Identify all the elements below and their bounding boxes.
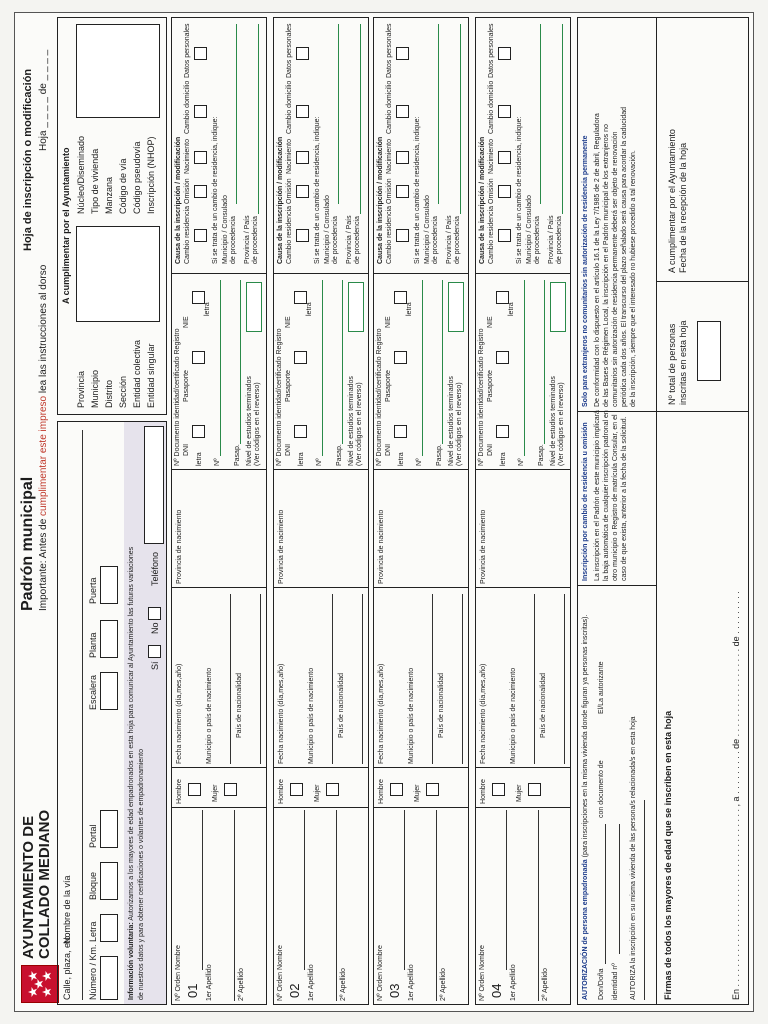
- pasap-label: Pasap.: [336, 444, 343, 466]
- causa-cambio-domicilio: Cambio domicilio: [386, 80, 393, 134]
- don-dona-label: Don/Doña: [598, 968, 605, 1000]
- omision-checkbox[interactable]: [498, 185, 511, 198]
- causa-title: Causa de la inscripción / modificación: [277, 136, 284, 264]
- causa-datos-personales: Datos personales: [286, 23, 293, 78]
- de-procedencia-label-2: de procedencia: [454, 216, 461, 264]
- pasap-label: Pasap.: [436, 444, 443, 466]
- dni-label: DNI: [285, 443, 292, 456]
- bloque-field[interactable]: [100, 862, 118, 900]
- escalera-label: Escalera: [88, 674, 98, 710]
- address-block: [57, 421, 167, 1005]
- num-label: Nº: [316, 458, 323, 466]
- provincia-pais-label: Provincia / País: [244, 215, 251, 264]
- ayuntamiento-block: [57, 17, 167, 415]
- orden-label: Nº Orden: [277, 971, 284, 1001]
- fecha-nacimiento-label: Fecha nacimiento (día,mes,año): [378, 663, 385, 764]
- nombre-label: Nombre: [175, 945, 182, 970]
- escalera-field[interactable]: [100, 672, 118, 710]
- info-voluntaria-text2: de nuestros datos y para obtener certificaciones o volantes de empadronamiento: [138, 749, 145, 1000]
- cambio-residencia-checkbox[interactable]: [396, 229, 409, 242]
- documento-label: Nº Documento identidad/certificado Registro: [376, 328, 383, 466]
- inscritas-hoja-label: inscritas en esta hoja: [678, 320, 688, 405]
- numero-km-label: Número / Km.: [88, 944, 98, 1000]
- letra-label: Letra: [88, 921, 98, 942]
- causa-omision: Omisión: [488, 178, 495, 204]
- orden-label: Nº Orden: [377, 971, 384, 1001]
- distrito-label: Distrito: [104, 379, 114, 408]
- nie-label: NIE: [487, 316, 494, 328]
- provincia-nacimiento-label: Provincia de nacimiento: [480, 509, 487, 584]
- inscripcion-nhop-label: Inscripción (NHOP): [146, 136, 156, 214]
- pasap-label: Pasap.: [538, 444, 545, 466]
- documento-label: Nº Documento identidad/certificado Registro: [174, 328, 181, 466]
- ayuntamiento-codes-left[interactable]: [76, 226, 160, 322]
- person-row-03: [373, 17, 469, 1005]
- causa-cambio-residencia: Cambio residencia: [488, 206, 495, 264]
- de-procedencia-label-2: de procedencia: [556, 216, 563, 264]
- pasaporte-label: Pasaporte: [487, 370, 494, 402]
- total-personas-block: [657, 281, 749, 411]
- extranjeros-text-1: De conformidad con lo dispuesto en el artículo 16.1 de la Ley 7/1985 de 2 de abril, Reguladora: [594, 113, 601, 407]
- orden-number: 03: [387, 983, 402, 998]
- nombre-label: Nombre: [277, 945, 284, 970]
- baja-text-2: la baja automática de cualquier inscripción padronal en: [603, 410, 610, 581]
- nivel-estudios-label: Nivel de estudios terminados: [550, 376, 557, 466]
- municipio-label: Municipio: [90, 369, 100, 408]
- cambio-residencia-checkbox[interactable]: [194, 229, 207, 242]
- pasaporte-checkbox[interactable]: [192, 351, 205, 364]
- ver-codigos-label: (Ver códigos en el reverso): [558, 382, 565, 466]
- dni-checkbox[interactable]: [294, 425, 307, 438]
- cambio-residencia-text: Si se trata de un cambio de residencia, indique:: [516, 116, 523, 264]
- manzana-label: Manzana: [104, 176, 114, 214]
- planta-label: Planta: [88, 632, 98, 658]
- nie-label: NIE: [285, 316, 292, 328]
- portal-field[interactable]: [100, 810, 118, 848]
- num-label: Nº: [214, 458, 221, 466]
- municipio-nacimiento-label: Municipio o país de nacimiento: [206, 667, 213, 764]
- info-voluntaria-box: [124, 422, 166, 1004]
- nivel-estudios-label: Nivel de estudios terminados: [448, 376, 455, 466]
- dni-label: DNI: [183, 443, 190, 456]
- numero-km-field[interactable]: [100, 956, 118, 1000]
- causa-omision: Omisión: [286, 178, 293, 204]
- ayuntamiento-name-line1: AYUNTAMIENTO DE: [20, 815, 37, 959]
- cambio-residencia-text: Si se trata de un cambio de residencia, indique:: [414, 116, 421, 264]
- extranjeros-text-4: periódica cada dos años. El transcurso del plazo señalado será causa para acordar la caducidad: [621, 106, 628, 407]
- cambio-residencia-text: Si se trata de un cambio de residencia, indique:: [314, 116, 321, 264]
- letra-label-b: letra: [204, 302, 211, 316]
- letra-label-b: letra: [306, 302, 313, 316]
- dni-checkbox[interactable]: [496, 425, 509, 438]
- codigo-pseudovia-label: Código pseudovía: [132, 141, 142, 214]
- baja-text-4: caso de que exista, anterior a la fecha de la solicitud.: [621, 416, 628, 581]
- dni-label: DNI: [487, 443, 494, 456]
- nombre-label: Nombre: [377, 945, 384, 970]
- person-row-01: [171, 17, 267, 1005]
- num-label: Nº: [518, 458, 525, 466]
- orden-number: 02: [287, 983, 302, 998]
- nivel-estudios-field[interactable]: [550, 282, 566, 332]
- num-label: Nº: [416, 458, 423, 466]
- pais-nacionalidad-label: País de nacionalidad: [540, 673, 547, 738]
- extranjeros-title: Solo para extranjeros no comunitarios sin autorización de residencia permanente: [582, 135, 589, 407]
- nombre-label: Nombre: [479, 945, 486, 970]
- padron-form-sheet: [14, 12, 754, 1012]
- omision-checkbox[interactable]: [194, 185, 207, 198]
- identidad-label: identidad nº: [612, 963, 619, 1000]
- si-label: Sí: [150, 661, 160, 670]
- apellido1-label: 1er Apellido: [308, 964, 315, 1001]
- total-personas-field[interactable]: [697, 321, 721, 381]
- person-row-02: [273, 17, 369, 1005]
- mujer-checkbox[interactable]: [528, 783, 541, 796]
- causa-title: Causa de la inscripción / modificación: [377, 136, 384, 264]
- municipio-nacimiento-label: Municipio o país de nacimiento: [308, 667, 315, 764]
- pasaporte-checkbox[interactable]: [394, 351, 407, 364]
- de-procedencia-label: de procedencia: [534, 216, 541, 264]
- dni-label: DNI: [385, 443, 392, 456]
- ayuntamiento-codes-right[interactable]: [76, 24, 160, 118]
- causa-cambio-domicilio: Cambio domicilio: [488, 80, 495, 134]
- datos-personales-checkbox[interactable]: [498, 47, 511, 60]
- info-voluntaria-text: Información voluntaria: Autorizamos a los mayores de edad empadronados en esta hoja para comunicar al Ayuntamiento las futuras variaciones: [128, 546, 135, 1000]
- extranjeros-text-5: de la inscripción, siempre que el interesado no hubiese procedido a tal renovación.: [630, 150, 637, 407]
- mujer-checkbox[interactable]: [224, 783, 237, 796]
- causa-cambio-residencia: Cambio residencia: [386, 206, 393, 264]
- firmas-block: [657, 411, 749, 1005]
- person-row-04: [475, 17, 571, 1005]
- municipio-consulado-label: Municipio / Consulado: [324, 195, 331, 264]
- baja-block: [577, 411, 657, 585]
- puerta-label: Puerta: [88, 577, 98, 604]
- causa-datos-personales: Datos personales: [488, 23, 495, 78]
- documento-label: Nº Documento identidad/certificado Registro: [276, 328, 283, 466]
- municipio-nacimiento-label: Municipio o país de nacimiento: [510, 667, 517, 764]
- total-personas-label: Nº total de personas: [667, 323, 677, 405]
- hoja-title: Hoja de inscripción o modificación: [22, 68, 34, 251]
- cambio-residencia-checkbox[interactable]: [498, 229, 511, 242]
- fecha-nacimiento-label: Fecha nacimiento (día,mes,año): [278, 663, 285, 764]
- de-procedencia-label-2: de procedencia: [252, 216, 259, 264]
- ver-codigos-label: (Ver códigos en el reverso): [254, 382, 261, 466]
- orden-label: Nº Orden: [479, 971, 486, 1001]
- pais-nacionalidad-label: País de nacionalidad: [338, 673, 345, 738]
- causa-omision: Omisión: [386, 178, 393, 204]
- causa-datos-personales: Datos personales: [184, 23, 191, 78]
- provincia-nacimiento-label: Provincia de nacimiento: [378, 509, 385, 584]
- hombre-label: Hombre: [176, 779, 183, 804]
- nivel-estudios-field[interactable]: [348, 282, 364, 332]
- ver-codigos-label: (Ver códigos en el reverso): [456, 382, 463, 466]
- el-autorizante-label: El/La autorizante: [598, 661, 605, 714]
- apellido1-label: 1er Apellido: [206, 964, 213, 1001]
- autorizacion-title: AUTORIZACIÓN de persona empadronada (para inscripciones en la misma vivienda donde figuran ya personas inscritas).: [582, 614, 589, 1000]
- letra-label-a: letra: [196, 452, 203, 466]
- firmas-label: Firmas de todos los mayores de edad que se inscriben en esta hoja: [663, 710, 673, 1000]
- apellido1-label: 1er Apellido: [408, 964, 415, 1001]
- cambio-domicilio-checkbox[interactable]: [194, 105, 207, 118]
- letra-label-b: letra: [406, 302, 413, 316]
- baja-text-1: La inscripción en el Padrón de este municipio implicará: [594, 410, 601, 581]
- hombre-checkbox[interactable]: [390, 783, 403, 796]
- causa-cambio-domicilio: Cambio domicilio: [286, 80, 293, 134]
- pasaporte-label: Pasaporte: [285, 370, 292, 402]
- provincia-label: Provincia: [76, 370, 86, 408]
- omision-checkbox[interactable]: [396, 185, 409, 198]
- extranjeros-block: [577, 17, 657, 411]
- nivel-estudios-label: Nivel de estudios terminados: [348, 376, 355, 466]
- apellido2-label: 2º Apellido: [238, 968, 245, 1001]
- nacimiento-checkbox[interactable]: [194, 151, 207, 164]
- nacimiento-checkbox[interactable]: [296, 151, 309, 164]
- cambio-residencia-checkbox[interactable]: [296, 229, 309, 242]
- municipio-nacimiento-label: Municipio o país de nacimiento: [408, 667, 415, 764]
- hombre-label: Hombre: [378, 779, 385, 804]
- no-checkbox[interactable]: [148, 607, 161, 620]
- hoja-label: Hoja _ _ _ _ de _ _ _ _: [38, 49, 49, 151]
- causa-title: Causa de la inscripción / modificación: [175, 136, 182, 264]
- ayuntamiento-block-title: A cumplimentar por el Ayuntamiento: [61, 147, 71, 304]
- causa-nacimiento: Nacimiento: [386, 138, 393, 174]
- de-procedencia-label: de procedencia: [432, 216, 439, 264]
- autorizacion-block: [577, 585, 657, 1005]
- pasaporte-checkbox[interactable]: [294, 351, 307, 364]
- causa-cambio-residencia: Cambio residencia: [286, 206, 293, 264]
- provincia-nacimiento-label: Provincia de nacimiento: [278, 509, 285, 584]
- tipo-vivienda-label: Tipo de vivienda: [90, 148, 100, 214]
- mujer-label: Mujer: [314, 784, 321, 802]
- fecha-lugar-line: En . . . . . . . . . . . . . . . . . . . . . . . . . . . . . . . . . . . . , a . . . . . . . . . de . . . . . . . . . . . . . . . . . . de . . . . . . . . .: [731, 591, 741, 1000]
- apellido1-label: 1er Apellido: [510, 964, 517, 1001]
- extranjeros-text-3: comunitarios sin autorización de residencia permanente deberá ser objeto de renovación: [612, 131, 619, 407]
- planta-field[interactable]: [100, 620, 118, 658]
- cambio-domicilio-checkbox[interactable]: [296, 105, 309, 118]
- mujer-checkbox[interactable]: [326, 783, 339, 796]
- padron-title: Padrón municipal: [19, 476, 36, 611]
- madrid-flag-stars-icon: [21, 965, 59, 1003]
- municipio-consulado-label: Municipio / Consulado: [424, 195, 431, 264]
- recepcion-title: A cumplimentar por el Ayuntamiento: [667, 129, 677, 273]
- con-documento-label: con documento de: [598, 760, 605, 818]
- telefono-field[interactable]: [144, 426, 164, 544]
- pais-nacionalidad-label: País de nacionalidad: [438, 673, 445, 738]
- causa-datos-personales: Datos personales: [386, 23, 393, 78]
- nie-label: NIE: [183, 316, 190, 328]
- fecha-recepcion-label: Fecha de la recepción de la hoja: [678, 142, 688, 273]
- orden-label: Nº Orden: [175, 971, 182, 1001]
- importante-notice: Importante: Antes de cumplimentar este impreso lea las instrucciones al dorso: [38, 264, 49, 611]
- provincia-pais-label: Provincia / País: [346, 215, 353, 264]
- cambio-residencia-text: Si se trata de un cambio de residencia, indique:: [212, 116, 219, 264]
- pasaporte-label: Pasaporte: [183, 370, 190, 402]
- pasap-label: Pasap.: [234, 444, 241, 466]
- calle-label: Calle, plaza, etc.: [62, 933, 72, 1000]
- portal-label: Portal: [88, 824, 98, 848]
- omision-checkbox[interactable]: [296, 185, 309, 198]
- nucleo-label: Núcleo/Diseminado: [76, 135, 86, 214]
- mujer-label: Mujer: [414, 784, 421, 802]
- causa-title: Causa de la inscripción / modificación: [479, 136, 486, 264]
- documento-label: Nº Documento identidad/certificado Registro: [478, 328, 485, 466]
- puerta-field[interactable]: [100, 566, 118, 604]
- datos-personales-checkbox[interactable]: [396, 47, 409, 60]
- seccion-label: Sección: [118, 375, 128, 408]
- apellido2-label: 2º Apellido: [542, 968, 549, 1001]
- de-procedencia-label: de procedencia: [230, 216, 237, 264]
- si-checkbox[interactable]: [148, 645, 161, 658]
- hombre-label: Hombre: [480, 779, 487, 804]
- no-label: No: [150, 622, 160, 634]
- letra-label-a: letra: [298, 452, 305, 466]
- codigo-via-label: Código de vía: [118, 158, 128, 214]
- ver-codigos-label: (Ver códigos en el reverso): [356, 382, 363, 466]
- causa-nacimiento: Nacimiento: [286, 138, 293, 174]
- pasaporte-checkbox[interactable]: [496, 351, 509, 364]
- baja-text-3: otro municipio o Registro de matrícula Consular, en el: [612, 414, 619, 581]
- letra-label-b: letra: [508, 302, 515, 316]
- nivel-estudios-field[interactable]: [448, 282, 464, 332]
- causa-omision: Omisión: [184, 178, 191, 204]
- letra-field[interactable]: [100, 914, 118, 942]
- nombre-via-label: Nombre de la vía: [62, 875, 72, 944]
- bloque-label: Bloque: [88, 871, 98, 900]
- causa-nacimiento: Nacimiento: [184, 138, 191, 174]
- mujer-label: Mujer: [516, 784, 523, 802]
- nivel-estudios-field[interactable]: [246, 282, 262, 332]
- nivel-estudios-label: Nivel de estudios terminados: [246, 376, 253, 466]
- hombre-checkbox[interactable]: [492, 783, 505, 796]
- letra-label-a: letra: [500, 452, 507, 466]
- cambio-domicilio-checkbox[interactable]: [498, 105, 511, 118]
- dni-checkbox[interactable]: [192, 425, 205, 438]
- ayuntamiento-name-line2: COLLADO MEDIANO: [36, 809, 53, 959]
- de-procedencia-label: de procedencia: [332, 216, 339, 264]
- fecha-nacimiento-label: Fecha nacimiento (día,mes,año): [480, 663, 487, 764]
- entidad-singular-label: Entidad singular: [146, 343, 156, 408]
- pasaporte-label: Pasaporte: [385, 370, 392, 402]
- hombre-checkbox[interactable]: [290, 783, 303, 796]
- orden-number: 01: [185, 983, 200, 998]
- recepcion-block: [657, 17, 749, 281]
- apellido2-label: 2º Apellido: [340, 968, 347, 1001]
- hombre-checkbox[interactable]: [188, 783, 201, 796]
- provincia-pais-label: Provincia / País: [548, 215, 555, 264]
- pais-nacionalidad-label: País de nacionalidad: [236, 673, 243, 738]
- dni-checkbox[interactable]: [394, 425, 407, 438]
- provincia-nacimiento-label: Provincia de nacimiento: [176, 509, 183, 584]
- datos-personales-checkbox[interactable]: [296, 47, 309, 60]
- fecha-nacimiento-label: Fecha nacimiento (día,mes,año): [176, 663, 183, 764]
- municipio-consulado-label: Municipio / Consulado: [526, 195, 533, 264]
- causa-cambio-residencia: Cambio residencia: [184, 206, 191, 264]
- nacimiento-checkbox[interactable]: [396, 151, 409, 164]
- provincia-pais-label: Provincia / País: [446, 215, 453, 264]
- cambio-domicilio-checkbox[interactable]: [396, 105, 409, 118]
- letra-label-a: letra: [398, 452, 405, 466]
- hombre-label: Hombre: [278, 779, 285, 804]
- telefono-label: Teléfono: [150, 551, 160, 586]
- municipio-consulado-label: Municipio / Consulado: [222, 195, 229, 264]
- orden-number: 04: [489, 983, 504, 998]
- baja-title: Inscripción por cambio de residencia u omisión: [582, 422, 589, 581]
- causa-cambio-domicilio: Cambio domicilio: [184, 80, 191, 134]
- extranjeros-text-2: de las Bases de Régimen Local, la inscripción en el Padrón municipal de los extranjeros no: [603, 124, 610, 407]
- de-procedencia-label-2: de procedencia: [354, 216, 361, 264]
- apellido2-label: 2º Apellido: [440, 968, 447, 1001]
- entidad-colectiva-label: Entidad colectiva: [132, 339, 142, 408]
- mujer-checkbox[interactable]: [426, 783, 439, 796]
- causa-nacimiento: Nacimiento: [488, 138, 495, 174]
- nacimiento-checkbox[interactable]: [498, 151, 511, 164]
- nie-label: NIE: [385, 316, 392, 328]
- mujer-label: Mujer: [212, 784, 219, 802]
- autoriza-text: AUTORIZA la inscripción en su misma vivienda de las persona/s relacionada/s en esta hoja: [630, 716, 637, 1000]
- datos-personales-checkbox[interactable]: [194, 47, 207, 60]
